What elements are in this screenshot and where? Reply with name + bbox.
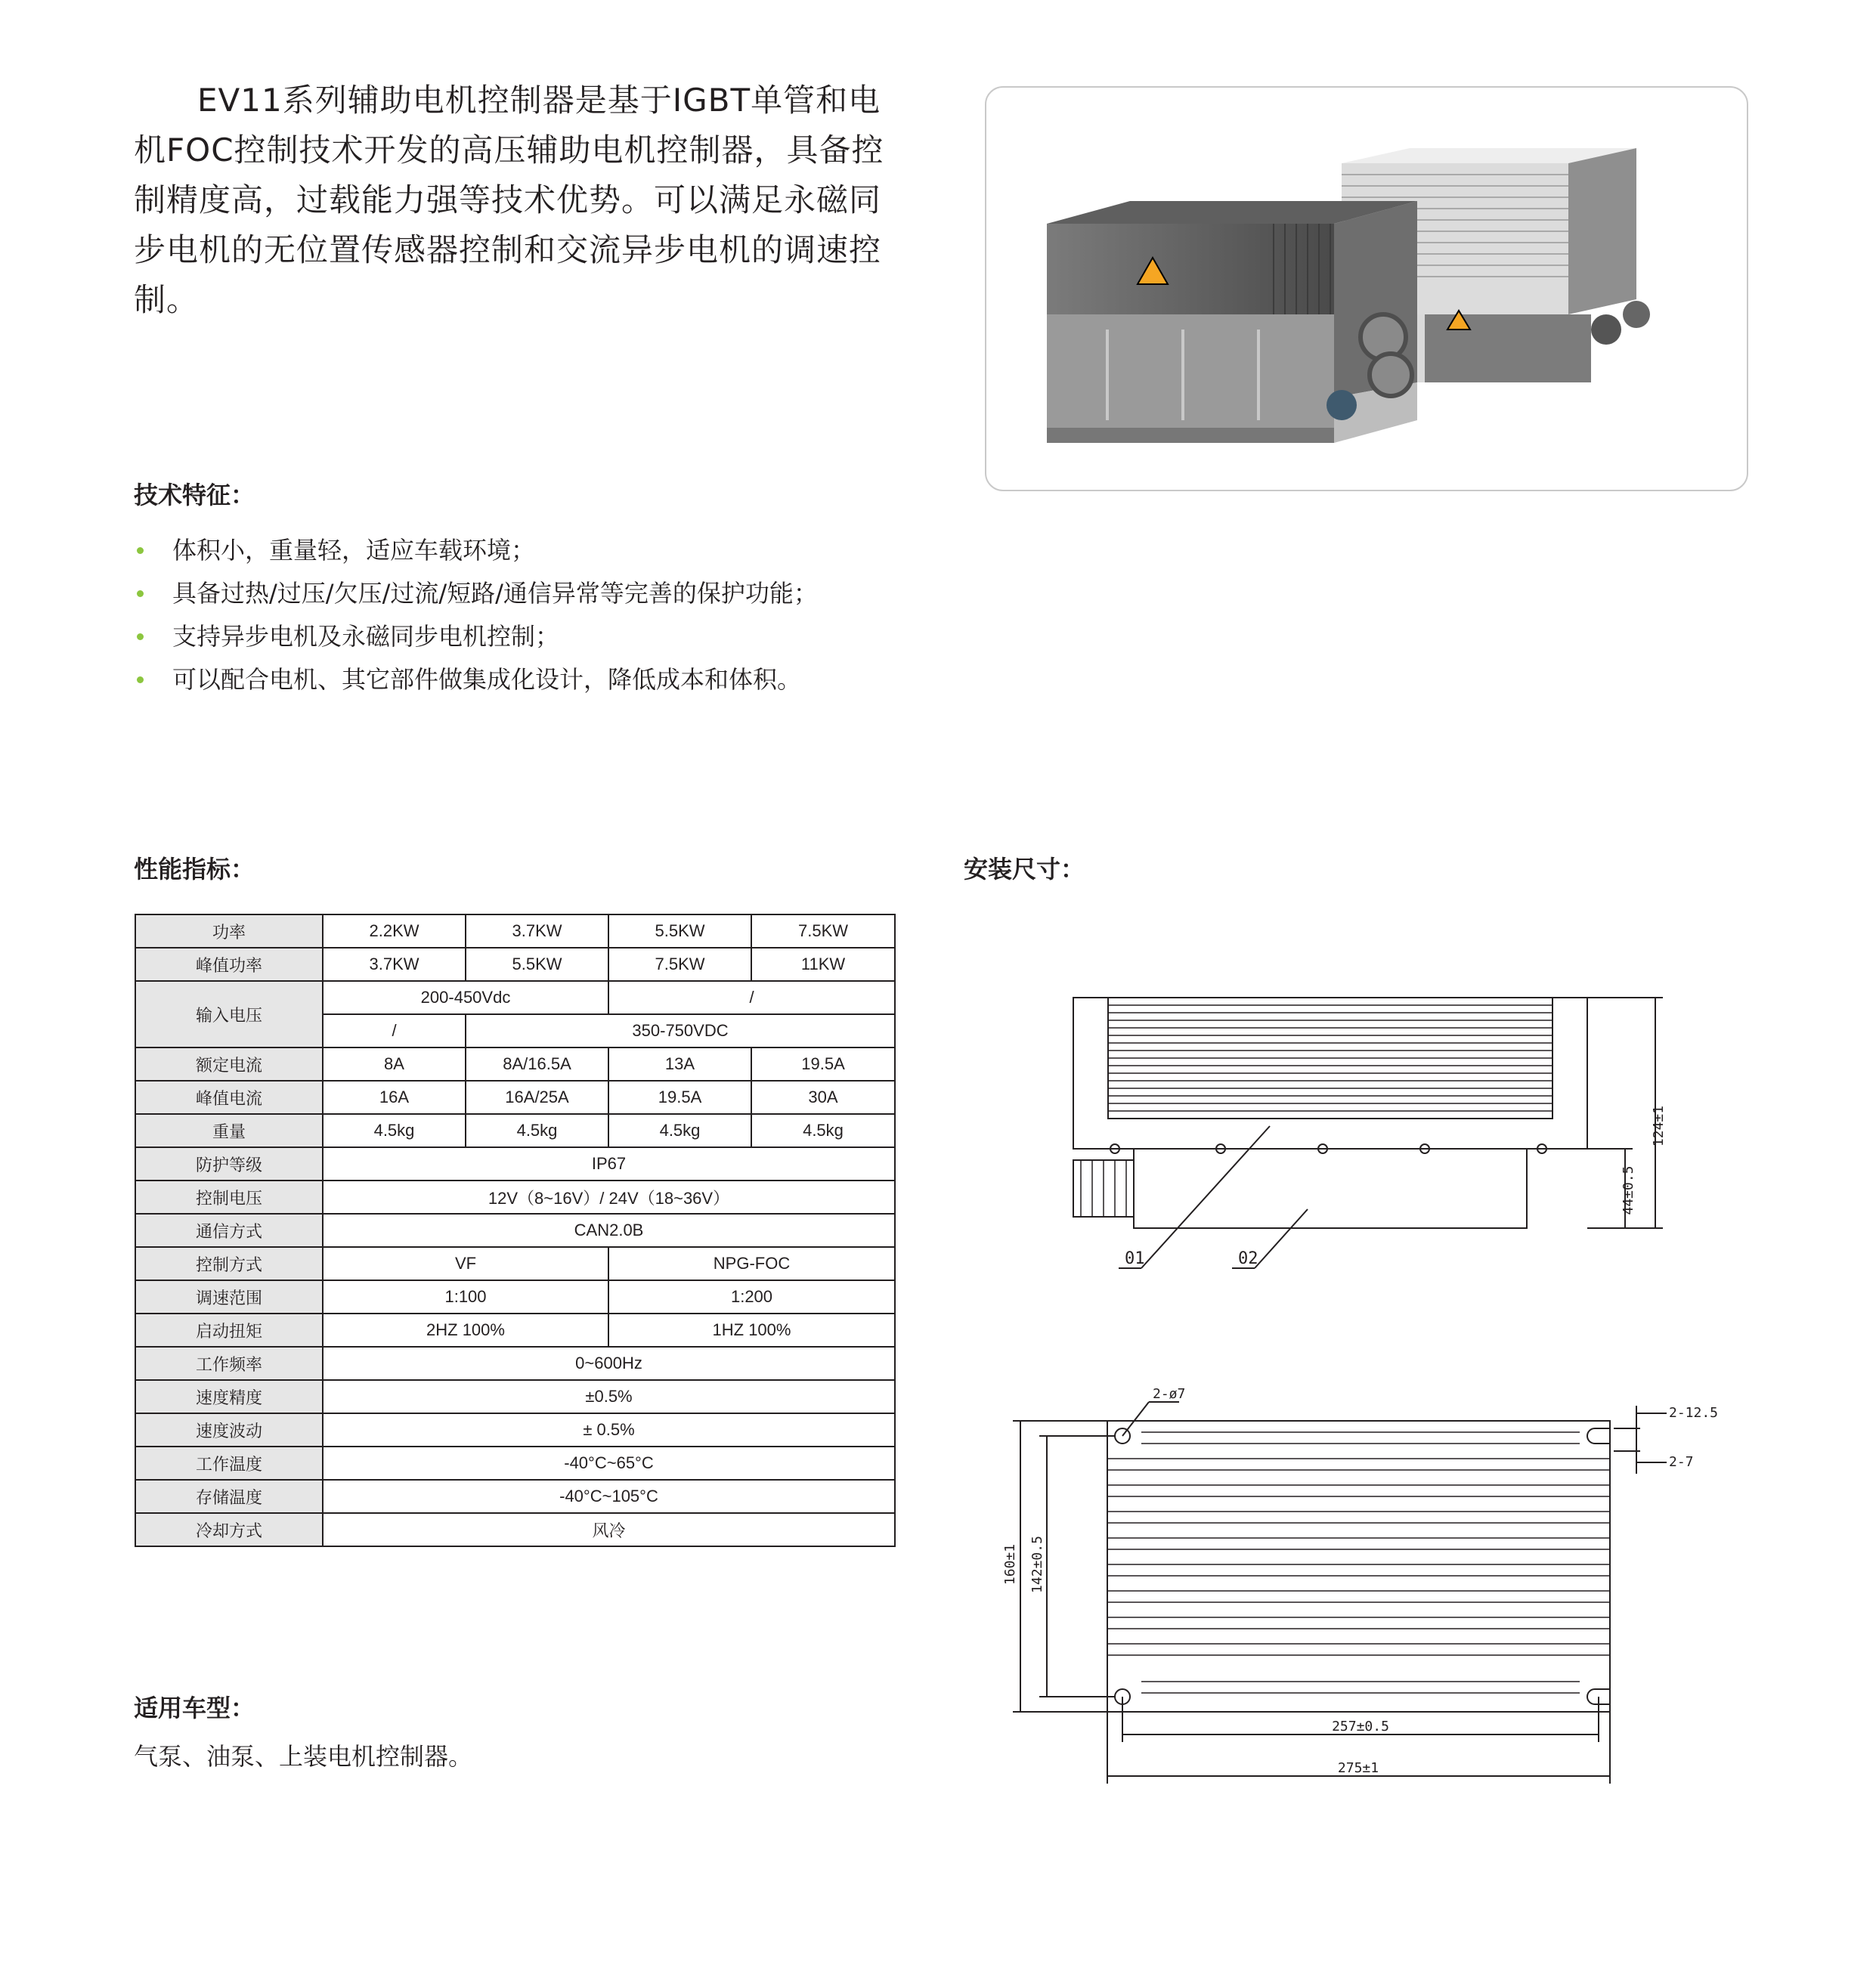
row-label: 速度波动 — [135, 1413, 323, 1447]
table-row — [135, 1214, 895, 1247]
dim-width-holes: 142±0.5 — [1029, 1536, 1045, 1593]
feature-list — [134, 529, 818, 701]
table-row — [135, 1047, 895, 1081]
performance-title: 性能指标： — [134, 855, 255, 883]
table-cell: NPG-FOC — [608, 1247, 895, 1280]
table-cell: 风冷 — [323, 1513, 895, 1546]
table-cell: 2HZ 100% — [323, 1314, 608, 1347]
row-label: 存储温度 — [135, 1480, 323, 1513]
installation-title: 安装尺寸： — [964, 855, 1085, 883]
table-cell: 16A — [323, 1081, 466, 1114]
table-cell: 5.5KW — [466, 948, 608, 981]
table-cell: / — [608, 981, 895, 1014]
row-label: 功率 — [135, 914, 323, 948]
row-label: 防护等级 — [135, 1147, 323, 1181]
row-label: 控制电压 — [135, 1181, 323, 1214]
dim-length-holes: 257±0.5 — [1332, 1719, 1389, 1734]
features-title: 技术特征： — [134, 481, 255, 509]
table-cell: VF — [323, 1247, 608, 1280]
table-cell: 1:100 — [323, 1280, 608, 1314]
row-label: 输入电压 — [135, 981, 323, 1047]
vehicles-title: 适用车型： — [134, 1694, 255, 1722]
table-cell: IP67 — [323, 1147, 895, 1181]
dim-hole-dia: 2-ø7 — [1153, 1386, 1186, 1402]
callout-01: 01 — [1125, 1249, 1145, 1268]
table-cell: 4.5kg — [608, 1114, 751, 1147]
table-row — [135, 1114, 895, 1147]
table-cell: -40°C~105°C — [323, 1480, 895, 1513]
row-label: 调速范围 — [135, 1280, 323, 1314]
row-label: 额定电流 — [135, 1047, 323, 1081]
bullet-icon — [137, 676, 144, 683]
table-row — [135, 1081, 895, 1114]
table-cell: ± 0.5% — [323, 1413, 895, 1447]
bullet-icon — [137, 633, 144, 640]
row-label: 启动扭矩 — [135, 1314, 323, 1347]
table-cell: 200-450Vdc — [323, 981, 608, 1014]
table-cell: 2.2KW — [323, 914, 466, 948]
dim-slot-width: 2-12.5 — [1669, 1405, 1719, 1421]
row-label: 控制方式 — [135, 1247, 323, 1280]
table-cell: 13A — [608, 1047, 751, 1081]
list-item: 支持异步电机及永磁同步电机控制； — [134, 615, 818, 658]
table-cell: 350-750VDC — [466, 1014, 895, 1047]
table-cell: 7.5KW — [751, 914, 895, 948]
dim-length-total: 275±1 — [1337, 1760, 1379, 1776]
row-label: 峰值功率 — [135, 948, 323, 981]
table-cell: 8A — [323, 1047, 466, 1081]
row-label: 重量 — [135, 1114, 323, 1147]
table-cell: ±0.5% — [323, 1380, 895, 1413]
table-cell: 7.5KW — [608, 948, 751, 981]
intro-paragraph: EV11系列辅助电机控制器是基于IGBT单管和电机FOC控制技术开发的高压辅助电机控制器，具备控制精度高，过载能力强等技术优势。可以满足永磁同步电机的无位置传感器控制和交流异步电机的调速控制。 — [134, 82, 884, 318]
row-label: 工作温度 — [135, 1447, 323, 1480]
row-label: 峰值电流 — [135, 1081, 323, 1114]
dim-height-base: 44±0.5 — [1621, 1165, 1636, 1215]
table-cell: 3.7KW — [466, 914, 608, 948]
table-row — [135, 1347, 895, 1380]
row-label: 速度精度 — [135, 1380, 323, 1413]
spec-table — [135, 914, 896, 1547]
table-cell: 4.5kg — [466, 1114, 608, 1147]
table-cell: 1HZ 100% — [608, 1314, 895, 1347]
table-cell: -40°C~65°C — [323, 1447, 895, 1480]
product-photo — [985, 86, 1748, 491]
dim-width-total: 160±1 — [1002, 1543, 1018, 1586]
table-row — [135, 948, 895, 981]
vehicles-text: 气泵、油泵、上装电机控制器。 — [134, 1742, 473, 1771]
table-cell: 8A/16.5A — [466, 1047, 608, 1081]
table-cell: 12V（8~16V）/ 24V（18~36V） — [323, 1181, 895, 1214]
table-cell: / — [323, 1014, 466, 1047]
table-cell: 4.5kg — [751, 1114, 895, 1147]
table-row — [135, 1314, 895, 1347]
bullet-icon — [137, 590, 144, 597]
side-view — [1073, 998, 1663, 1268]
row-label: 工作频率 — [135, 1347, 323, 1380]
table-row — [135, 1447, 895, 1480]
table-row — [135, 1181, 895, 1214]
list-item: 具备过热/过压/欠压/过流/短路/通信异常等完善的保护功能； — [134, 572, 818, 615]
list-item: 体积小，重量轻，适应车载环境； — [134, 529, 818, 572]
front-controller-unit — [1047, 201, 1417, 443]
table-cell: 5.5KW — [608, 914, 751, 948]
table-cell: 16A/25A — [466, 1081, 608, 1114]
table-row — [135, 914, 895, 948]
table-row — [135, 1480, 895, 1513]
dim-slot-depth: 2-7 — [1669, 1454, 1694, 1470]
table-cell: 3.7KW — [323, 948, 466, 981]
row-label: 冷却方式 — [135, 1513, 323, 1546]
table-row — [135, 1147, 895, 1181]
installation-drawing — [983, 967, 1738, 1806]
table-cell: CAN2.0B — [323, 1214, 895, 1247]
table-cell: 19.5A — [608, 1081, 751, 1114]
table-cell: 4.5kg — [323, 1114, 466, 1147]
table-row — [135, 1380, 895, 1413]
table-cell: 0~600Hz — [323, 1347, 895, 1380]
table-cell: 11KW — [751, 948, 895, 981]
list-item: 可以配合电机、其它部件做集成化设计，降低成本和体积。 — [134, 658, 818, 701]
table-row — [135, 981, 895, 1014]
table-row — [135, 1280, 895, 1314]
table-cell: 30A — [751, 1081, 895, 1114]
row-label: 通信方式 — [135, 1214, 323, 1247]
table-row — [135, 1513, 895, 1546]
table-row — [135, 1247, 895, 1280]
table-cell: 19.5A — [751, 1047, 895, 1081]
bullet-icon — [137, 547, 144, 554]
dim-height-total: 124±1 — [1651, 1105, 1667, 1147]
callout-02: 02 — [1238, 1249, 1258, 1268]
table-cell: 1:200 — [608, 1280, 895, 1314]
table-row — [135, 1413, 895, 1447]
